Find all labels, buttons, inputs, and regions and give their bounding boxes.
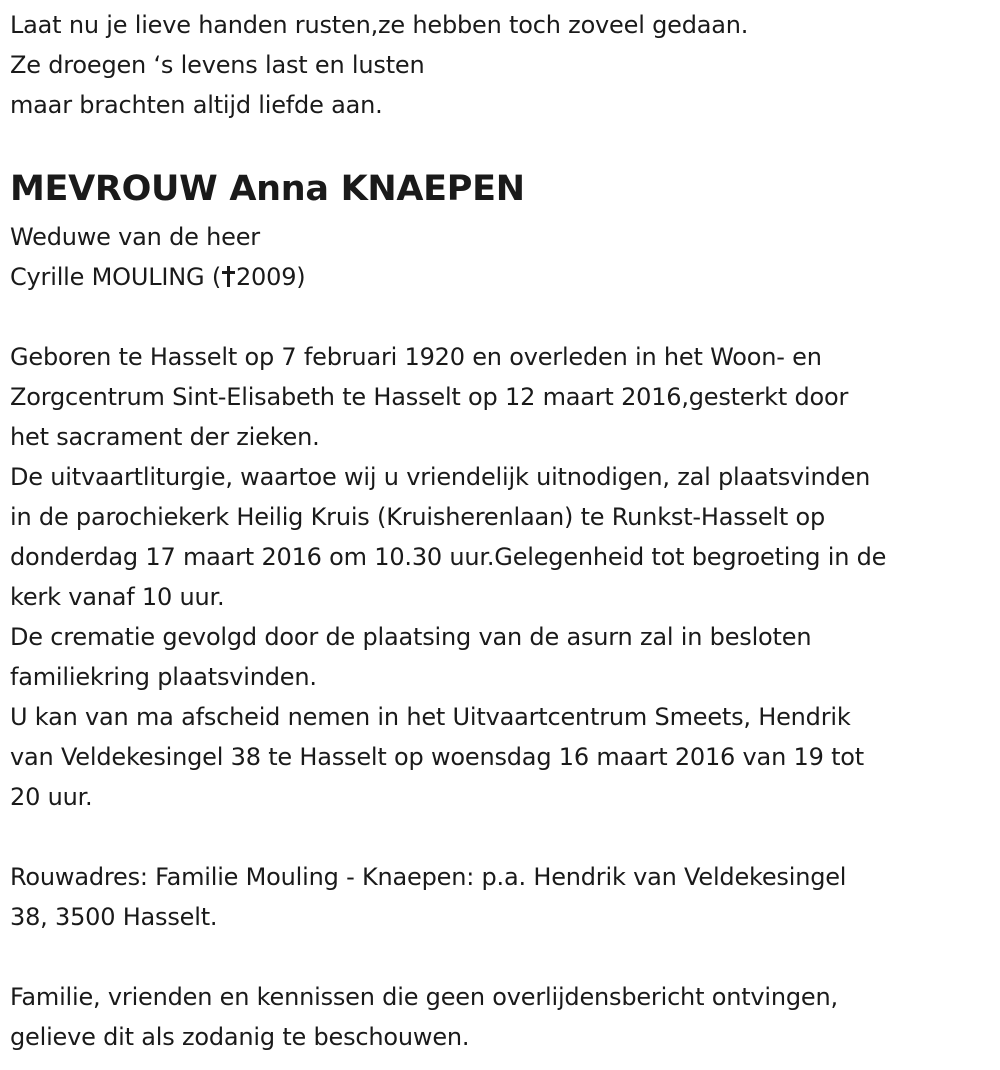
deceased-name: MEVROUW Anna KNAEPEN <box>10 169 525 209</box>
text-line: De crematie gevolgd door de plaatsing van de asurn zal in besloten <box>10 623 812 651</box>
text-line: De uitvaartliturgie, waartoe wij u vriendelijk uitnodigen, zal plaatsvinden <box>10 463 871 491</box>
text-line: van Veldekesingel 38 te Hasselt op woensdag 16 maart 2016 van 19 tot <box>10 743 864 771</box>
spacer <box>10 297 995 337</box>
death-notice <box>10 0 995 1057</box>
text-line: het sacrament der zieken. <box>10 423 320 451</box>
poem-line: Laat nu je lieve handen rusten,ze hebben toch zoveel gedaan. <box>10 11 749 39</box>
poem-line: Ze droegen ‘s levens last en lusten <box>10 51 425 79</box>
closing-note <box>10 977 995 1057</box>
text-line: 38, 3500 Hasselt. <box>10 903 218 931</box>
paragraph-birth-death <box>10 337 995 457</box>
cross-icon <box>222 266 235 287</box>
text-line: Geboren te Hasselt op 7 februari 1920 en overleden in het Woon- en <box>10 343 822 371</box>
widow-of: Weduwe van de heer <box>10 223 260 251</box>
text-line: Familie, vrienden en kennissen die geen overlijdensbericht ontvingen, <box>10 983 838 1011</box>
text-line: donderdag 17 maart 2016 om 10.30 uur.Gelegenheid tot begroeting in de <box>10 543 887 571</box>
paragraph-farewell <box>10 697 995 817</box>
text-line: Rouwadres: Familie Mouling - Knaepen: p.a. Hendrik van Veldekesingel <box>10 863 847 891</box>
poem-line: maar brachten altijd liefde aan. <box>10 91 383 119</box>
paragraph-funeral <box>10 457 995 617</box>
text-line: kerk vanaf 10 uur. <box>10 583 225 611</box>
text-line: U kan van ma afscheid nemen in het Uitvaartcentrum Smeets, Hendrik <box>10 703 851 731</box>
mourning-address <box>10 857 995 937</box>
text-line: in de parochiekerk Heilig Kruis (Kruisherenlaan) te Runkst-Hasselt op <box>10 503 826 531</box>
text-line: Zorgcentrum Sint-Elisabeth te Hasselt op 12 maart 2016,gesterkt door <box>10 383 849 411</box>
text-line: familiekring plaatsvinden. <box>10 663 317 691</box>
spouse-line <box>10 257 995 297</box>
poem <box>10 5 995 125</box>
text-line: gelieve dit als zodanig te beschouwen. <box>10 1023 470 1051</box>
spouse-death-year: 2009) <box>235 263 306 291</box>
text-line: 20 uur. <box>10 783 93 811</box>
paragraph-cremation <box>10 617 995 697</box>
spacer <box>10 937 995 977</box>
spacer <box>10 817 995 857</box>
spouse-name: Cyrille MOULING ( <box>10 263 221 291</box>
